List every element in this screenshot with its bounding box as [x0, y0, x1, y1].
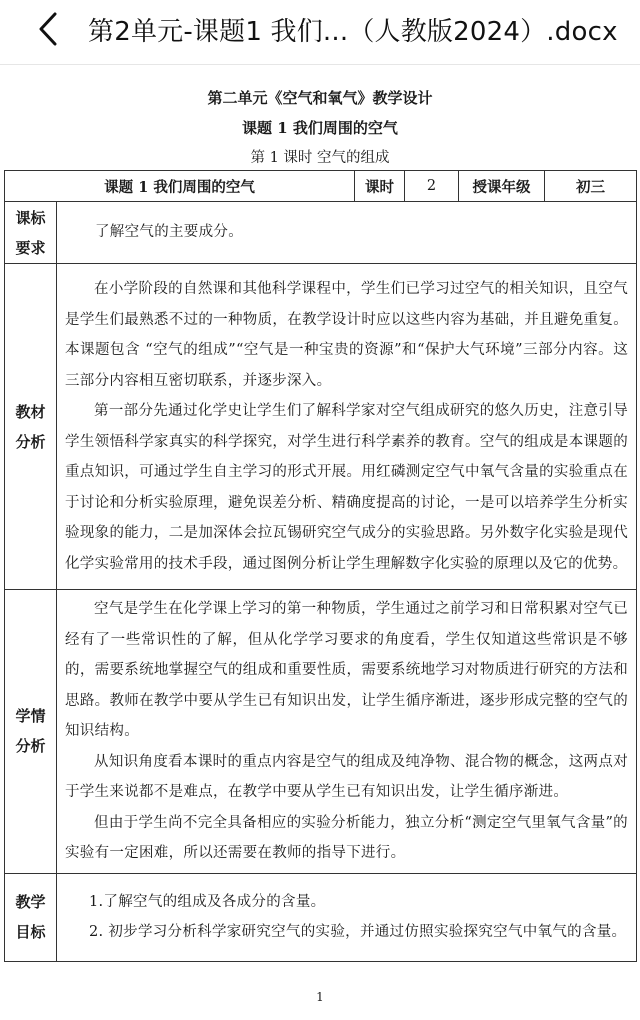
lesson-plan-table [4, 170, 637, 962]
goal-item-2: 2. 初步学习分析科学家研究空气的实验，并通过仿照实验探究空气中氧气的含量。 [89, 924, 627, 940]
top-bar [0, 0, 640, 58]
header-topic: 课题 1 我们周围的空气 [5, 171, 355, 202]
page-number: 1 [316, 990, 324, 1004]
material-paragraph-2: 第一部分先通过化学史让学生们了解科学家对空气组成研究的悠久历史，注意引导学生领悟科学家真实的科学探究，对学生进行科学素养的教育。空气的组成是本课题的重点知识，可通过学生自主学习的形式开展。用红磷测定空气中氧气含量的实验重点在于讨论和分析实验原理，避免误差分析、精确度提高的讨论，一是可以培养学生分析实验现象的能力，二是加深体会拉瓦锡研究空气成分的实验思路。另外数字化实验是现代化学实验常用的技术手段，通过图例分析让学生理解数字化实验的原理以及它的优势。 [65, 403, 628, 572]
table-row-material [5, 264, 637, 590]
goals-label: 教学 目标 [5, 873, 57, 961]
header-hours-value: 2 [405, 171, 459, 202]
lesson-heading: 第 1 课时 空气的组成 [250, 150, 390, 166]
learner-paragraph-3: 但由于学生尚不完全具备相应的实验分析能力，独立分析“测定空气里氧气含量”的实验有一定困难，所以还需要在教师的指导下进行。 [65, 814, 628, 861]
standard-text: 了解空气的主要成分。 [95, 224, 243, 241]
chevron-left-icon [38, 12, 58, 46]
learner-label: 学情 分析 [5, 590, 57, 874]
document-title: 第2单元-课题1 我们...（人教版2024）.docx [88, 16, 618, 47]
standard-label: 课标 要求 [5, 202, 57, 264]
table-row-standard [5, 202, 637, 264]
material-content [57, 264, 637, 590]
goals-content [57, 873, 637, 961]
material-label: 教材 分析 [5, 264, 57, 590]
learner-content [57, 590, 637, 874]
header-grade-value: 初三 [545, 171, 637, 202]
standard-content [57, 202, 637, 264]
table-row-goals [5, 873, 637, 961]
table-header-row [5, 171, 637, 202]
table-row-learner [5, 590, 637, 874]
topic-heading: 课题 1 我们周围的空气 [242, 119, 398, 137]
learner-paragraph-1: 空气是学生在化学课上学习的第一种物质，学生通过之前学习和日常积累对空气已经有了一些常识性的了解，但从化学学习要求的角度看，学生仅知道这些常识是不够的，需要系统地掌握空气的组成和重要性质，需要系统地学习对物质进行研究的方法和思路。教师在教学中要从学生已有知识出发，让学生循序渐进，逐步形成完整的空气的知识结构。 [65, 601, 628, 739]
unit-heading: 第二单元《空气和氧气》教学设计 [207, 89, 433, 107]
material-paragraph-1: 在小学阶段的自然课和其他科学课程中，学生们已学习过空气的相关知识，且空气是学生们最熟悉不过的一种物质，在教学设计时应以这些内容为基础，并且避免重复。本课题包含 “空气的组成”“空气是一种宝贵的资源”和“保护大气环境”三部分内容。这三部分内容相互密切联系，并逐步深入。 [65, 281, 628, 389]
learner-paragraph-2: 从知识角度看本课时的重点内容是空气的组成及纯净物、混合物的概念，这两点对于学生来说都不是难点，在教学中要从学生已有知识出发，让学生循序渐进。 [65, 753, 628, 800]
header-hours-label: 课时 [355, 171, 405, 202]
goal-item-1: 1.了解空气的组成及各成分的含量。 [89, 893, 326, 910]
header-grade-label: 授课年级 [459, 171, 545, 202]
back-button[interactable] [30, 9, 66, 49]
document-page[interactable] [0, 65, 640, 1020]
